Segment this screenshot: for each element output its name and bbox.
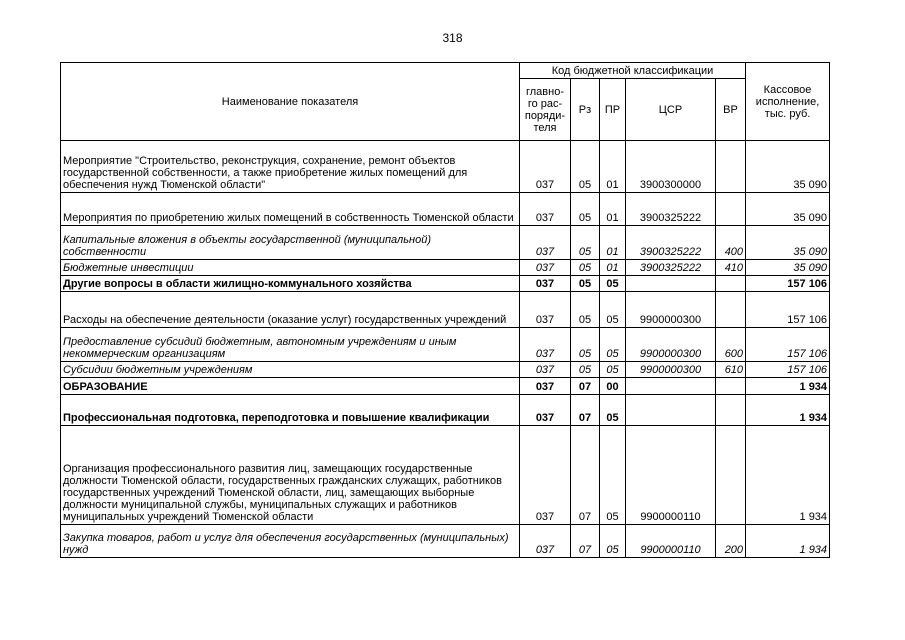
row-pr: 01 (600, 226, 626, 260)
table-row (61, 395, 830, 426)
row-amount: 35 090 (746, 141, 830, 193)
row-csr: 9900000300 (626, 328, 716, 362)
row-amount: 157 106 (746, 292, 830, 328)
row-rz: 05 (571, 276, 600, 292)
row-rz: 05 (571, 141, 600, 193)
table-row (61, 525, 830, 558)
row-amount: 1 934 (746, 525, 830, 558)
row-glava: 037 (520, 141, 571, 193)
row-name: Мероприятие "Строительство, реконструкция, сохранение, ремонт объектов государственной собственности, а также приобретение жилых помещений для обеспечения нужд Тюменской области" (61, 141, 520, 193)
row-vr (716, 292, 746, 328)
row-glava: 037 (520, 193, 571, 226)
row-vr (716, 395, 746, 426)
table-row (61, 362, 830, 378)
table-row (61, 260, 830, 276)
row-amount: 1 934 (746, 378, 830, 395)
table-row (61, 328, 830, 362)
row-vr: 610 (716, 362, 746, 378)
row-rz: 05 (571, 328, 600, 362)
row-name: Профессиональная подготовка, переподготовка и повышение квалификации (61, 395, 520, 426)
row-glava: 037 (520, 226, 571, 260)
row-rz: 05 (571, 362, 600, 378)
row-glava: 037 (520, 292, 571, 328)
row-pr: 05 (600, 276, 626, 292)
header-amount: Кассовое исполнение, тыс. руб. (746, 63, 830, 141)
header-vr: ВР (716, 79, 746, 141)
row-vr: 200 (716, 525, 746, 558)
row-rz: 07 (571, 395, 600, 426)
row-pr: 05 (600, 362, 626, 378)
row-amount: 1 934 (746, 395, 830, 426)
row-name: Расходы на обеспечение деятельности (оказание услуг) государственных учреждений (61, 292, 520, 328)
table-row (61, 276, 830, 292)
header-rz: Рз (571, 79, 600, 141)
row-rz: 05 (571, 292, 600, 328)
table-row (61, 226, 830, 260)
row-rz: 07 (571, 378, 600, 395)
row-pr: 05 (600, 395, 626, 426)
row-vr: 600 (716, 328, 746, 362)
row-amount: 157 106 (746, 328, 830, 362)
row-vr (716, 141, 746, 193)
table-row (61, 426, 830, 525)
row-csr (626, 395, 716, 426)
header-glava: главно-го рас-поряди-теля (520, 79, 571, 141)
row-pr: 05 (600, 328, 626, 362)
row-vr: 400 (716, 226, 746, 260)
row-name: Капитальные вложения в объекты государственной (муниципальной) собственности (61, 226, 520, 260)
table-row (61, 193, 830, 226)
row-csr: 3900325222 (626, 193, 716, 226)
header-csr: ЦСР (626, 79, 716, 141)
table-header (61, 63, 830, 141)
row-vr (716, 378, 746, 395)
row-name: Предоставление субсидий бюджетным, автономным учреждениям и иным некоммерческим организациям (61, 328, 520, 362)
row-vr (716, 276, 746, 292)
row-name: Закупка товаров, работ и услуг для обеспечения государственных (муниципальных) нужд (61, 525, 520, 558)
row-pr: 05 (600, 426, 626, 525)
row-csr: 3900300000 (626, 141, 716, 193)
row-pr: 01 (600, 260, 626, 276)
page-number: 318 (442, 31, 463, 45)
row-glava: 037 (520, 378, 571, 395)
row-rz: 05 (571, 193, 600, 226)
row-csr (626, 378, 716, 395)
table-row (61, 378, 830, 395)
row-name: Мероприятия по приобретению жилых помещений в собственность Тюменской области (61, 193, 520, 226)
header-code-group: Код бюджетной классификации (520, 63, 746, 79)
row-amount: 35 090 (746, 260, 830, 276)
header-name: Наименование показателя (61, 63, 520, 141)
row-pr: 05 (600, 292, 626, 328)
row-csr: 9900000300 (626, 362, 716, 378)
row-glava: 037 (520, 276, 571, 292)
row-name: Субсидии бюджетным учреждениям (61, 362, 520, 378)
row-glava: 037 (520, 426, 571, 525)
table-row (61, 141, 830, 193)
header-pr: ПР (600, 79, 626, 141)
row-csr: 3900325222 (626, 226, 716, 260)
row-csr: 9900000110 (626, 426, 716, 525)
row-csr: 9900000110 (626, 525, 716, 558)
row-rz: 07 (571, 426, 600, 525)
row-csr: 9900000300 (626, 292, 716, 328)
row-amount: 35 090 (746, 226, 830, 260)
row-name: ОБРАЗОВАНИЕ (61, 378, 520, 395)
row-pr: 01 (600, 193, 626, 226)
row-pr: 00 (600, 378, 626, 395)
row-glava: 037 (520, 362, 571, 378)
row-glava: 037 (520, 525, 571, 558)
row-vr: 410 (716, 260, 746, 276)
row-amount: 1 934 (746, 426, 830, 525)
row-amount: 157 106 (746, 276, 830, 292)
row-vr (716, 193, 746, 226)
row-vr (716, 426, 746, 525)
row-name: Другие вопросы в области жилищно-коммунального хозяйства (61, 276, 520, 292)
row-name: Организация профессионального развития лиц, замещающих государственные должности Тюменской области, государственных гражданских служащих, работников государственных учреждений Тюменской области, лиц, замещающих выборные должности муниципальной службы, муниципальных служащих и работников муниципальных учреждений Тюменской области (61, 426, 520, 525)
table-row (61, 292, 830, 328)
row-pr: 05 (600, 525, 626, 558)
row-rz: 07 (571, 525, 600, 558)
row-pr: 01 (600, 141, 626, 193)
row-csr: 3900325222 (626, 260, 716, 276)
row-rz: 05 (571, 226, 600, 260)
row-csr (626, 276, 716, 292)
row-amount: 35 090 (746, 193, 830, 226)
row-glava: 037 (520, 328, 571, 362)
row-glava: 037 (520, 260, 571, 276)
row-glava: 037 (520, 395, 571, 426)
row-rz: 05 (571, 260, 600, 276)
row-amount: 157 106 (746, 362, 830, 378)
budget-table (60, 62, 830, 558)
row-name: Бюджетные инвестиции (61, 260, 520, 276)
table-body (61, 141, 830, 558)
